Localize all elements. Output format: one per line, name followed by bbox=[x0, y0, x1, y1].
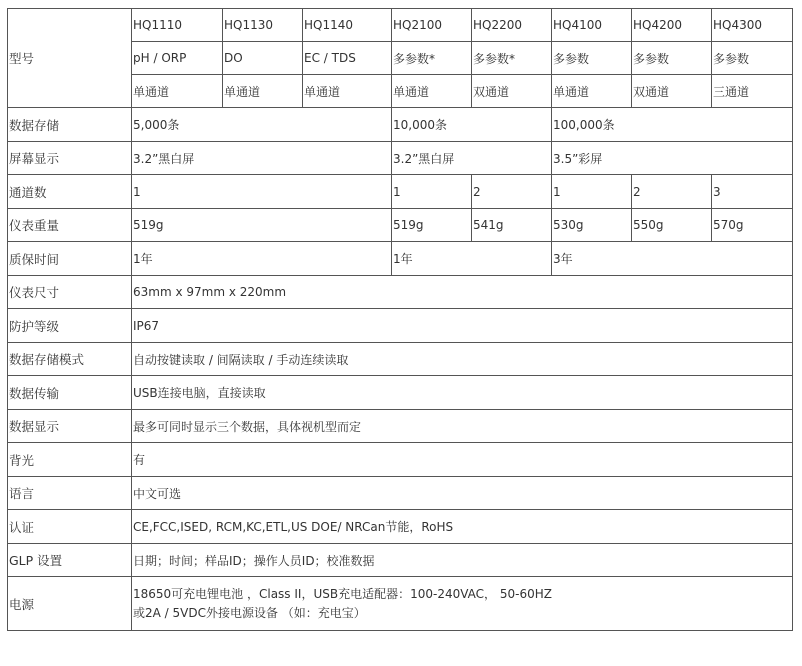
power-label: 电源 bbox=[8, 577, 132, 631]
language-row bbox=[8, 477, 793, 510]
model-code: HQ4300 bbox=[712, 9, 793, 42]
weight-value: 519g bbox=[132, 209, 392, 242]
dimensions-label: 仪表尺寸 bbox=[8, 276, 132, 309]
weight-value: 530g bbox=[552, 209, 632, 242]
channel-count-value: 3 bbox=[712, 175, 793, 209]
model-param: 多参数 bbox=[552, 42, 632, 75]
certification-row bbox=[8, 510, 793, 544]
weight-value: 550g bbox=[632, 209, 712, 242]
channel-count-value: 1 bbox=[392, 175, 472, 209]
weight-value: 570g bbox=[712, 209, 793, 242]
weight-value: 519g bbox=[392, 209, 472, 242]
model-param: 多参数* bbox=[392, 42, 472, 75]
model-code: HQ1140 bbox=[303, 9, 392, 42]
spec-table bbox=[7, 8, 793, 631]
weight-value: 541g bbox=[472, 209, 552, 242]
protection-label: 防护等级 bbox=[8, 309, 132, 343]
model-channel: 双通道 bbox=[632, 75, 712, 108]
model-code: HQ4200 bbox=[632, 9, 712, 42]
model-channel: 三通道 bbox=[712, 75, 793, 108]
model-channel: 单通道 bbox=[392, 75, 472, 108]
power-value bbox=[132, 577, 793, 631]
model-param: EC / TDS bbox=[303, 42, 392, 75]
storage-value: 5,000条 bbox=[132, 108, 392, 142]
protection-row bbox=[8, 309, 793, 343]
power-row bbox=[8, 577, 793, 631]
glp-value: 日期；时间；样品ID；操作人员ID；校准数据 bbox=[132, 544, 793, 577]
warranty-row bbox=[8, 242, 793, 276]
storage-label: 数据存储 bbox=[8, 108, 132, 142]
model-param: pH / ORP bbox=[132, 42, 223, 75]
weight-label: 仪表重量 bbox=[8, 209, 132, 242]
display-value: 3.5”彩屏 bbox=[552, 142, 793, 175]
storage-value: 10,000条 bbox=[392, 108, 552, 142]
model-param: 多参数 bbox=[712, 42, 793, 75]
language-value: 中文可选 bbox=[132, 477, 793, 510]
glp-label: GLP 设置 bbox=[8, 544, 132, 577]
storage-mode-value: 自动按键读取 / 间隔读取 / 手动连续读取 bbox=[132, 343, 793, 376]
data-display-value: 最多可同时显示三个数据，具体视机型而定 bbox=[132, 410, 793, 443]
glp-row bbox=[8, 544, 793, 577]
certification-label: 认证 bbox=[8, 510, 132, 544]
model-param: 多参数* bbox=[472, 42, 552, 75]
weight-row bbox=[8, 209, 793, 242]
channel-count-row bbox=[8, 175, 793, 209]
power-value-line: 或2A / 5VDC外接电源设备 （如：充电宝） bbox=[133, 605, 366, 620]
display-row bbox=[8, 142, 793, 175]
model-param: 多参数 bbox=[632, 42, 712, 75]
channel-count-value: 2 bbox=[472, 175, 552, 209]
protection-value: IP67 bbox=[132, 309, 793, 343]
backlight-row bbox=[8, 443, 793, 477]
model-channel: 单通道 bbox=[223, 75, 303, 108]
certification-value: CE,FCC,ISED, RCM,KC,ETL,US DOE/ NRCan节能，RoHS bbox=[132, 510, 793, 544]
model-code: HQ2200 bbox=[472, 9, 552, 42]
warranty-value: 1年 bbox=[392, 242, 552, 276]
storage-mode-row bbox=[8, 343, 793, 376]
channel-count-value: 1 bbox=[552, 175, 632, 209]
channel-count-label: 通道数 bbox=[8, 175, 132, 209]
warranty-value: 3年 bbox=[552, 242, 793, 276]
display-value: 3.2”黑白屏 bbox=[392, 142, 552, 175]
channel-count-value: 1 bbox=[132, 175, 392, 209]
data-display-label: 数据显示 bbox=[8, 410, 132, 443]
warranty-value: 1年 bbox=[132, 242, 392, 276]
model-channel: 单通道 bbox=[303, 75, 392, 108]
display-value: 3.2”黑白屏 bbox=[132, 142, 392, 175]
model-code: HQ2100 bbox=[392, 9, 472, 42]
transfer-value: USB连接电脑，直接读取 bbox=[132, 376, 793, 410]
model-code: HQ4100 bbox=[552, 9, 632, 42]
storage-value: 100,000条 bbox=[552, 108, 793, 142]
data-display-row bbox=[8, 410, 793, 443]
model-channel: 单通道 bbox=[132, 75, 223, 108]
display-label: 屏幕显示 bbox=[8, 142, 132, 175]
model-channel: 双通道 bbox=[472, 75, 552, 108]
power-value-line: 18650可充电锂电池 ，Class II，USB充电适配器：100-240VAC， 50-60HZ bbox=[133, 586, 552, 601]
transfer-row bbox=[8, 376, 793, 410]
channel-count-value: 2 bbox=[632, 175, 712, 209]
transfer-label: 数据传输 bbox=[8, 376, 132, 410]
warranty-label: 质保时间 bbox=[8, 242, 132, 276]
model-code-row bbox=[8, 9, 793, 42]
model-code: HQ1130 bbox=[223, 9, 303, 42]
model-param: DO bbox=[223, 42, 303, 75]
language-label: 语言 bbox=[8, 477, 132, 510]
model-channel: 单通道 bbox=[552, 75, 632, 108]
dimensions-row bbox=[8, 276, 793, 309]
model-label: 型号 bbox=[8, 9, 132, 108]
backlight-value: 有 bbox=[132, 443, 793, 477]
storage-row bbox=[8, 108, 793, 142]
dimensions-value: 63mm x 97mm x 220mm bbox=[132, 276, 793, 309]
storage-mode-label: 数据存储模式 bbox=[8, 343, 132, 376]
backlight-label: 背光 bbox=[8, 443, 132, 477]
model-code: HQ1110 bbox=[132, 9, 223, 42]
